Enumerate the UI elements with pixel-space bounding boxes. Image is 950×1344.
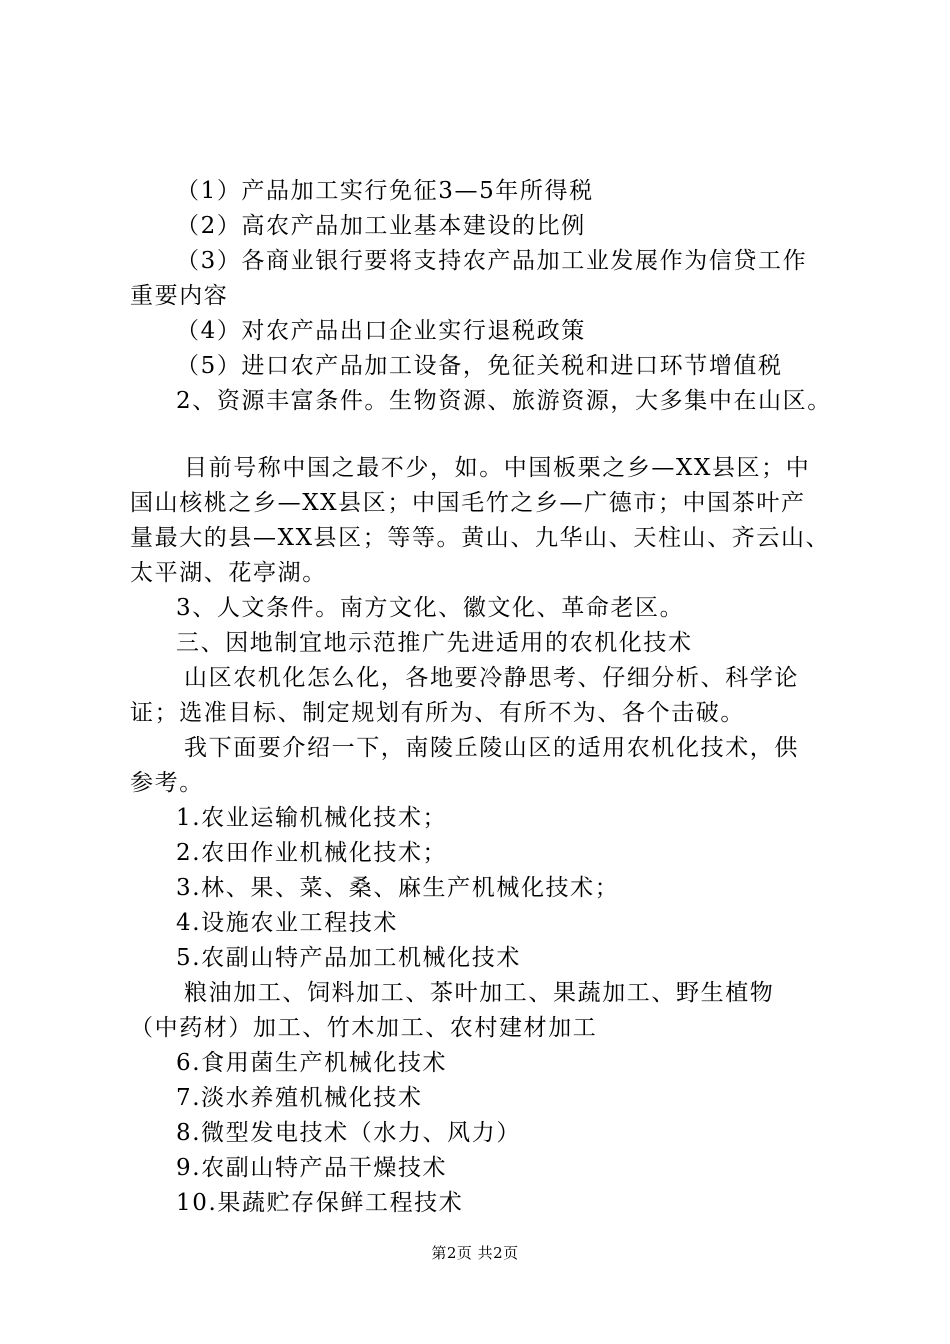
text-line: （2）高农产品加工业基本建设的比例 (176, 213, 586, 239)
text-line: 5.农副山特产品加工机械化技术 (176, 945, 521, 971)
text-line: （5）进口农产品加工设备，免征关税和进口环节增值税 (176, 353, 783, 379)
document-body (130, 174, 832, 1221)
text-line: 我下面要介绍一下，南陵丘陵山区的适用农机化技术，供 (184, 735, 799, 761)
text-line: 6.食用菌生产机械化技术 (176, 1050, 448, 1076)
text-line: （1）产品加工实行免征3—5年所得税 (176, 178, 594, 204)
text-line: 重要内容 (130, 283, 229, 309)
text-line: 参考。 (130, 770, 204, 796)
text-line: 2.农田作业机械化技术； (176, 840, 448, 866)
text-line: 9.农副山特产品干燥技术 (176, 1155, 448, 1181)
text-line: 4.设施农业工程技术 (176, 910, 398, 936)
text-line: （3）各商业银行要将支持农产品加工业发展作为信贷工作 (176, 248, 808, 274)
text-line: （中药材）加工、竹木加工、农村建材加工 (130, 1015, 598, 1041)
text-line: 3、人文条件。南方文化、徽文化、革命老区。 (176, 595, 685, 621)
text-line: 量最大的县—XX县区；等等。黄山、九华山、天柱山、齐云山、 (130, 525, 831, 551)
text-line: 目前号称中国之最不少，如。中国板栗之乡—XX县区；中 (184, 455, 811, 481)
paragraph-gap (130, 419, 832, 451)
page-footer: 第2页 共2页 (431, 1244, 519, 1262)
text-line: （4）对农产品出口企业实行退税政策 (176, 318, 586, 344)
text-line: 证；选准目标、制定规划有所为、有所不为、各个击破。 (130, 700, 745, 726)
text-line: 三、因地制宜地示范推广先进适用的农机化技术 (176, 630, 693, 656)
text-line: 7.淡水养殖机械化技术 (176, 1085, 423, 1111)
text-line: 10.果蔬贮存保鲜工程技术 (176, 1190, 464, 1216)
text-line: 2、资源丰富条件。生物资源、旅游资源，大多集中在山区。 (176, 388, 832, 414)
text-line: 1.农业运输机械化技术； (176, 805, 448, 831)
text-line: 太平湖、花亭湖。 (130, 560, 327, 586)
text-line: 国山核桃之乡—XX县区；中国毛竹之乡—广德市；中国茶叶产 (130, 490, 806, 516)
text-line: 山区农机化怎么化，各地要冷静思考、仔细分析、科学论 (184, 665, 799, 691)
text-line: 8.微型发电技术（水力、风力） (176, 1120, 521, 1146)
text-line: 3.林、果、菜、桑、麻生产机械化技术； (176, 875, 620, 901)
text-line: 粮油加工、饲料加工、茶叶加工、果蔬加工、野生植物 (184, 980, 775, 1006)
